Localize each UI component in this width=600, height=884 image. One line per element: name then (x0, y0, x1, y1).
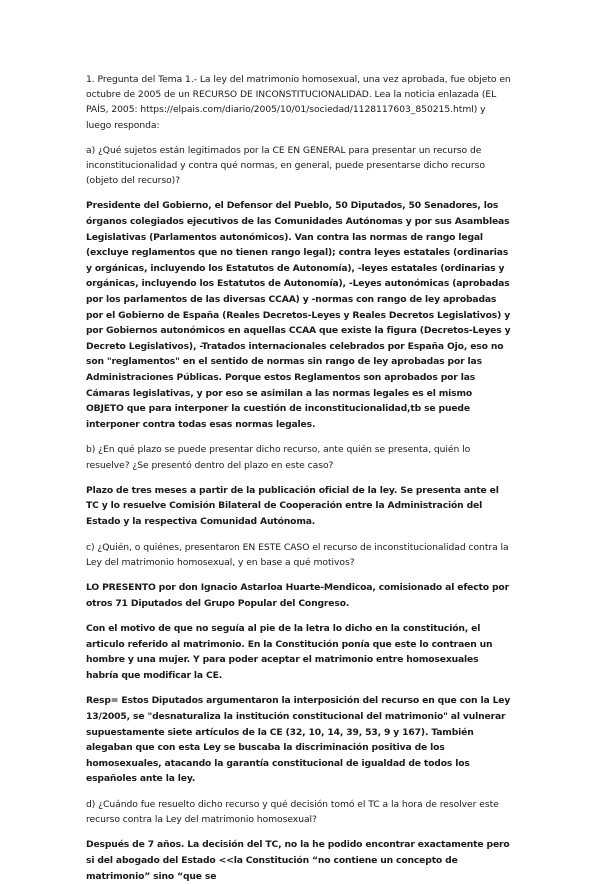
question-a: a) ¿Qué sujetos están legitimados por la CE EN GENERAL para presentar un recurso de inconstitucionalidad y contra qué normas, en general, puede presentarse dicho recurso (objeto del recurso)? (86, 144, 485, 187)
answer-b: Plazo de tres meses a partir de la publicación oficial de la ley. Se presenta ante el TC y lo resuelve Comisión Bilateral de Cooperación entre la Administración del Estado y la respectiva Comunidad Autónoma. (86, 484, 499, 527)
question-d: d) ¿Cuándo fue resuelto dicho recurso y qué decisión tomó el TC a la hora de resolver este recurso contra la Ley del matrimonio homosexual? (86, 799, 499, 826)
answer-c-response: Resp= Estos Diputados argumentaron la interposición del recurso en que con la Ley 13/2005, se "desnaturaliza la institución constitucional del matrimonio" al vulnerar supuestamente siete artículos de la CE (32, 10, 14, 39, 53, 9 y 167). También alegaban que con esta Ley se buscaba la discriminación positiva de los homosexuales, atacando la garantía constitucional de igualdad de todos los españoles ante la ley. (86, 695, 511, 785)
answer-a: Presidente del Gobierno, el Defensor del Pueblo, 50 Diputados, 50 Senadores, los órganos colegiados ejecutivos de las Comunidades Autónomas y por sus Asambleas Legislativas (Parlamentos autonómicos). Van contra las normas de rango legal (excluye reglamentos que no tienen rango legal); contra leyes estatales (ordinarias y orgánicas, incluyendo los Estatutos de Autonomía), -leyes estatales (ordinarias y orgánicas, incluyendo los Estatutos de Autonomía), -Leyes autonómicas (aprobadas por los parlamentos de las diversas CCAA) y -normas con rango de ley aprobadas por el Gobierno de España (Reales Decretos-Leyes y Reales Decretos Legislativos) y por Gobiernos autonómicos en aquellas CCAA que existe la figura (Decretos-Leyes y Decreto Legislativos), -Tratados internacionales celebrados por España Ojo, eso no son "reglamentos" en el sentido de normas sin rango de ley aprobadas por las Administraciones Públicas. Porque estos Reglamentos son aprobados por las Cámaras legislativas, y por eso se asimilan a las normas legales es el mismo OBJETO que para interponer la cuestión de inconstitucionalidad,tb se puede interponer contra todas esas normas legales. (86, 200, 511, 430)
answer-c-motive: Con el motivo de que no seguía al pie de la letra lo dicho en la constitución, el articulo referido al matrimonio. En la Constitución ponía que este lo contraen un hombre y una mujer. Y para poder aceptar el matrimonio entre homosexuales habría que modificar la CE. (86, 623, 493, 681)
answer-d: Después de 7 años. La decisión del TC, no la he podido encontrar exactamente pero si del abogado del Estado <<la Constitución “no contiene un concepto de matrimonio” sino “que se (86, 839, 510, 882)
question-intro: 1. Pregunta del Tema 1.- La ley del matrimonio homosexual, una vez aprobada, fue objeto en octubre de 2005 de un RECURSO DE INCONSTITUCIONALIDAD. Lea la noticia enlazada (EL PAÍS, 2005: https://elpais.com/diario/2005/10/01/sociedad/1128117603_850215.html) y luego responda: (86, 74, 511, 131)
answer-c-presenter: LO PRESENTO por don Ignacio Astarloa Huarte-Mendicoa, comisionado al efecto por otros 71 Diputados del Grupo Popular del Congreso. (86, 581, 509, 609)
question-c: c) ¿Quién, o quiénes, presentaron EN ESTE CASO el recurso de inconstitucionalidad contra la Ley del matrimonio homosexual, y en base a qué motivos? (86, 541, 509, 568)
question-b: b) ¿En qué plazo se puede presentar dicho recurso, ante quién se presenta, quién lo resuelve? ¿Se presentó dentro del plazo en este caso? (86, 444, 471, 471)
